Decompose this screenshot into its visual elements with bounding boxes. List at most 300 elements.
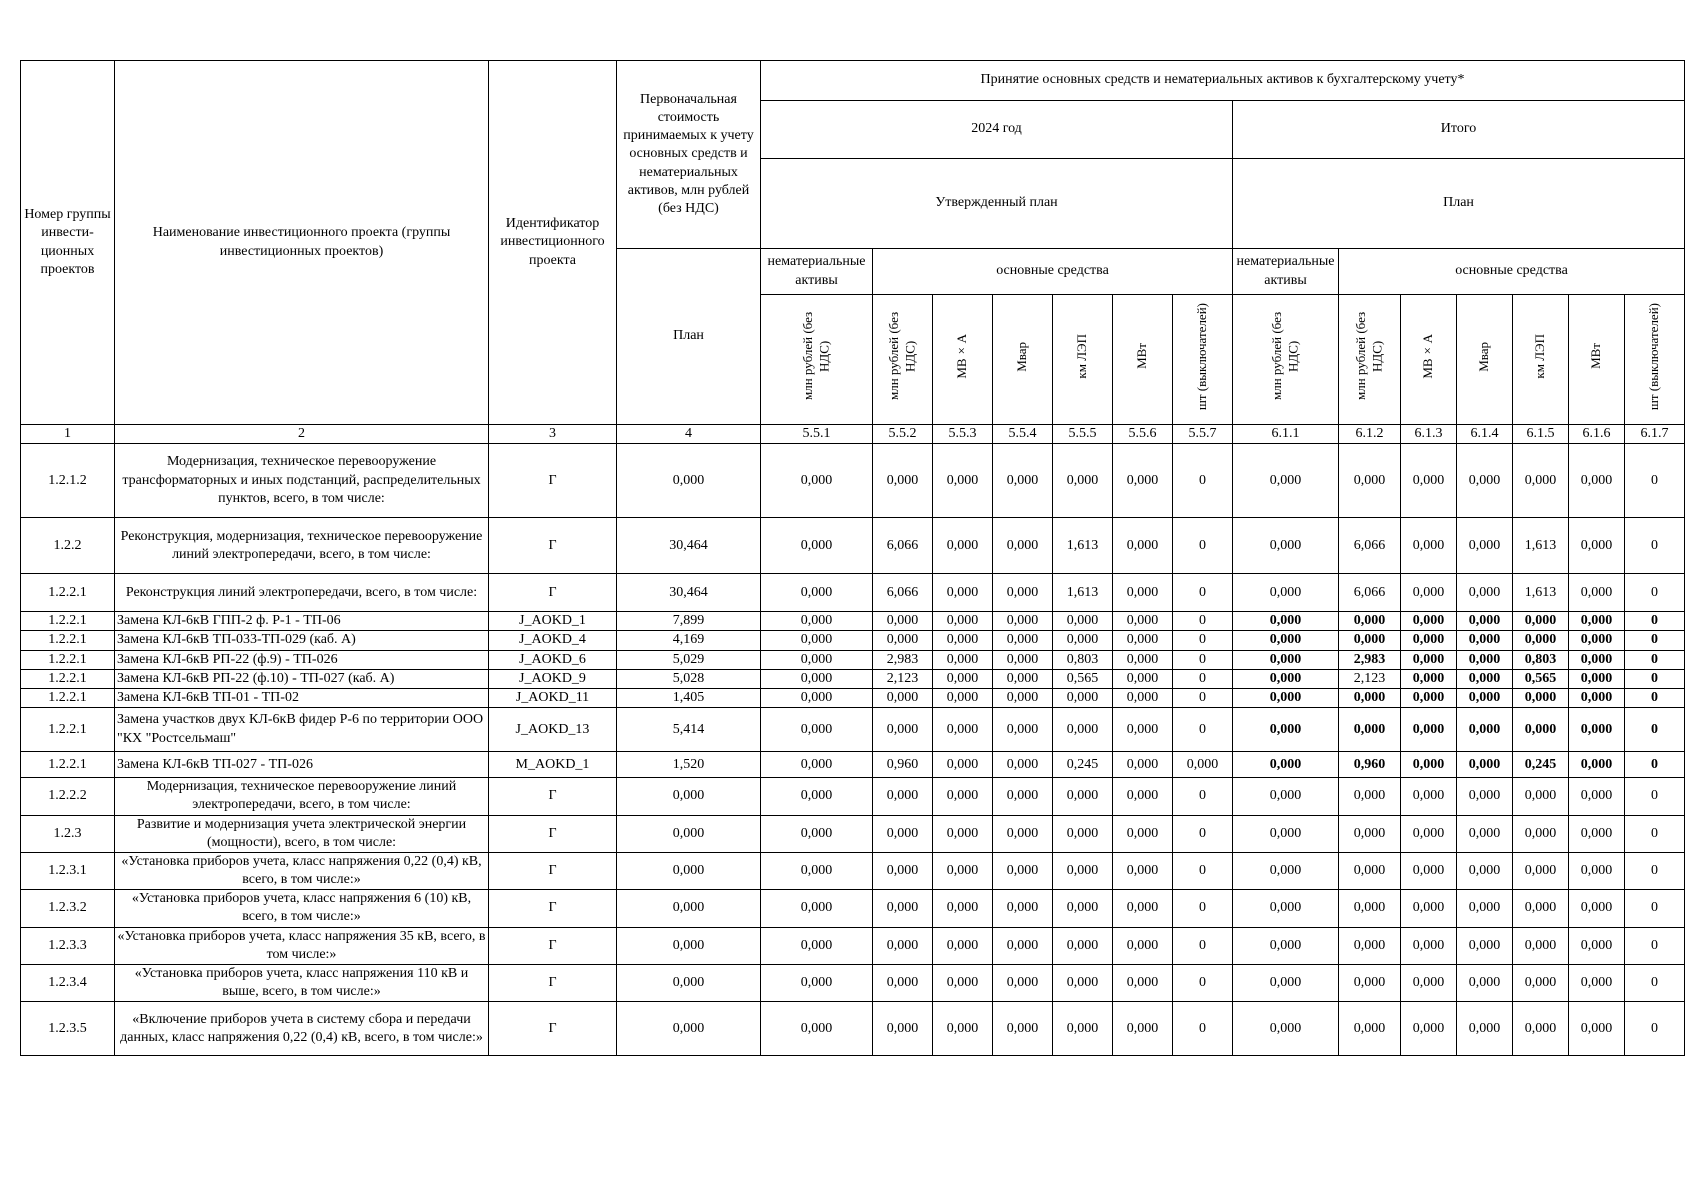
- table-cell: 0,000: [1569, 669, 1625, 688]
- table-cell: 0,000: [993, 650, 1053, 669]
- table-cell: 0,000: [933, 669, 993, 688]
- header-unit: [1053, 295, 1113, 425]
- table-cell: 1.2.3: [21, 815, 115, 852]
- table-cell: 0,000: [617, 444, 761, 518]
- table-cell: 0,000: [933, 518, 993, 574]
- table-cell: 0,000: [1233, 518, 1339, 574]
- header-approved-plan: Утвержденный план: [761, 159, 1233, 249]
- table-cell: 1.2.2.2: [21, 778, 115, 815]
- table-cell: Г: [489, 927, 617, 964]
- table-cell: 0,803: [1513, 650, 1569, 669]
- header-unit-label: МВт: [1134, 343, 1150, 370]
- table-cell: «Включение приборов учета в систему сбора и передачи данных, класс напряжения 0,22 (0,4) кВ, всего, в том числе:»: [115, 1002, 489, 1056]
- table-cell: 0: [1173, 1002, 1233, 1056]
- table-cell: 0,000: [1401, 669, 1457, 688]
- header-unit: [1233, 295, 1339, 425]
- table-cell: 1.2.2.1: [21, 669, 115, 688]
- table-row: [21, 752, 1685, 778]
- table-cell: 0,000: [1233, 650, 1339, 669]
- table-cell: 0,000: [761, 815, 873, 852]
- table-cell: 6,066: [873, 518, 933, 574]
- table-cell: 0,000: [1173, 752, 1233, 778]
- table-cell: 0,000: [1457, 631, 1513, 650]
- table-cell: 0,000: [1401, 708, 1457, 752]
- table-cell: 0: [1625, 650, 1685, 669]
- table-cell: 0: [1173, 669, 1233, 688]
- table-cell: 0,000: [933, 650, 993, 669]
- table-row: [21, 815, 1685, 852]
- table-cell: 0,000: [1401, 612, 1457, 631]
- column-number: 6.1.1: [1233, 425, 1339, 444]
- table-cell: 0,000: [761, 752, 873, 778]
- table-cell: 0,000: [993, 1002, 1053, 1056]
- table-cell: 0,000: [993, 574, 1053, 612]
- header-unit: [1513, 295, 1569, 425]
- table-cell: 0,000: [1569, 890, 1625, 927]
- table-cell: 0,000: [617, 890, 761, 927]
- table-cell: 0,000: [1457, 688, 1513, 707]
- table-cell: Замена участков двух КЛ-6кВ фидер Р-6 по территории ООО "КХ "Ростсельмаш": [115, 708, 489, 752]
- table-cell: 0,000: [873, 965, 933, 1002]
- table-cell: 0,000: [1339, 631, 1401, 650]
- table-cell: 0,000: [617, 927, 761, 964]
- table-cell: J_AOKD_11: [489, 688, 617, 707]
- table-cell: 0,000: [1113, 852, 1173, 889]
- table-cell: 0,000: [1457, 815, 1513, 852]
- table-cell: 0,000: [1457, 778, 1513, 815]
- column-number: 6.1.3: [1401, 425, 1457, 444]
- column-number: 3: [489, 425, 617, 444]
- table-cell: 0,000: [1113, 890, 1173, 927]
- table-cell: 0,000: [993, 444, 1053, 518]
- table-cell: 0: [1173, 518, 1233, 574]
- table-cell: 1.2.2.1: [21, 752, 115, 778]
- table-cell: 0: [1173, 927, 1233, 964]
- table-cell: Г: [489, 815, 617, 852]
- table-cell: 0,000: [993, 965, 1053, 1002]
- table-row: [21, 574, 1685, 612]
- table-cell: 0: [1173, 965, 1233, 1002]
- table-cell: 0,000: [1401, 890, 1457, 927]
- header-plan: План: [617, 249, 761, 425]
- table-cell: 0,000: [1053, 778, 1113, 815]
- table-cell: 0,000: [993, 927, 1053, 964]
- header-unit-label: км ЛЭП: [1532, 334, 1548, 379]
- column-number: 5.5.3: [933, 425, 993, 444]
- table-cell: 0,000: [1233, 1002, 1339, 1056]
- table-cell: «Установка приборов учета, класс напряжения 0,22 (0,4) кВ, всего, в том числе:»: [115, 852, 489, 889]
- table-cell: 0,000: [1457, 890, 1513, 927]
- header-unit: [1569, 295, 1625, 425]
- table-cell: 0,000: [933, 631, 993, 650]
- header-unit: [1457, 295, 1513, 425]
- table-cell: 0,000: [1339, 1002, 1401, 1056]
- header-group-num: Номер группы инвести-ционных проектов: [21, 61, 115, 425]
- table-cell: 0,000: [1569, 708, 1625, 752]
- table-cell: 0,000: [1401, 631, 1457, 650]
- table-cell: 0,000: [1113, 752, 1173, 778]
- table-cell: 0: [1625, 444, 1685, 518]
- table-cell: Г: [489, 778, 617, 815]
- table-cell: 1.2.3.5: [21, 1002, 115, 1056]
- table-cell: 0,000: [933, 778, 993, 815]
- table-cell: 1.2.2: [21, 518, 115, 574]
- header-fixed-assets-2024: основные средства: [873, 249, 1233, 295]
- table-row: [21, 1002, 1685, 1056]
- table-cell: 0,000: [617, 815, 761, 852]
- table-cell: Г: [489, 965, 617, 1002]
- table-cell: 5,028: [617, 669, 761, 688]
- table-cell: Модернизация, техническое перевооружение линий электропередачи, всего, в том числе:: [115, 778, 489, 815]
- table-cell: 0,000: [1113, 927, 1173, 964]
- table-cell: 0,000: [993, 778, 1053, 815]
- column-number: 6.1.2: [1339, 425, 1401, 444]
- table-cell: 0,000: [1401, 444, 1457, 518]
- table-cell: 0: [1173, 631, 1233, 650]
- table-cell: 0,000: [873, 778, 933, 815]
- table-cell: 0,000: [873, 612, 933, 631]
- table-cell: 0,000: [761, 688, 873, 707]
- table-cell: 0,000: [1569, 612, 1625, 631]
- table-cell: 0,000: [761, 852, 873, 889]
- header-identifier: Идентификатор инвестиционного проекта: [489, 61, 617, 425]
- table-cell: 0,000: [1457, 650, 1513, 669]
- table-cell: 0,000: [873, 631, 933, 650]
- table-cell: 2,983: [873, 650, 933, 669]
- table-cell: Г: [489, 518, 617, 574]
- table-cell: 0,000: [1113, 688, 1173, 707]
- table-cell: 0,803: [1053, 650, 1113, 669]
- table-cell: 0,000: [1569, 752, 1625, 778]
- table-cell: 0,000: [617, 1002, 761, 1056]
- header-unit-label: Мвар: [1014, 341, 1030, 372]
- table-cell: 0,000: [873, 815, 933, 852]
- table-cell: 0: [1625, 708, 1685, 752]
- table-cell: 0,000: [1113, 669, 1173, 688]
- table-cell: 2,983: [1339, 650, 1401, 669]
- table-cell: 0,000: [1513, 612, 1569, 631]
- table-cell: 0,000: [1457, 1002, 1513, 1056]
- header-unit-label: МВ×А: [954, 334, 970, 379]
- table-cell: 0,000: [873, 890, 933, 927]
- table-row: [21, 631, 1685, 650]
- table-cell: 0,000: [1457, 752, 1513, 778]
- table-cell: 1,613: [1513, 518, 1569, 574]
- table-cell: 0,000: [1513, 708, 1569, 752]
- header-acceptance: Принятие основных средств и нематериальных активов к бухгалтерскому учету*: [761, 61, 1685, 101]
- table-cell: 0: [1173, 852, 1233, 889]
- table-cell: 1.2.2.1: [21, 650, 115, 669]
- table-cell: 0,000: [1569, 1002, 1625, 1056]
- table-cell: Замена КЛ-6кВ РП-22 (ф.9) - ТП-026: [115, 650, 489, 669]
- table-cell: 0,000: [761, 669, 873, 688]
- column-number: 1: [21, 425, 115, 444]
- table-cell: 0,000: [873, 708, 933, 752]
- table-row: [21, 444, 1685, 518]
- table-cell: 0,000: [1457, 444, 1513, 518]
- table-cell: 0,000: [1053, 708, 1113, 752]
- table-cell: 0: [1173, 650, 1233, 669]
- table-cell: 1,613: [1053, 574, 1113, 612]
- table-cell: 0,565: [1513, 669, 1569, 688]
- table-cell: 0: [1625, 518, 1685, 574]
- table-cell: 0,000: [1513, 815, 1569, 852]
- table-cell: Реконструкция линий электропередачи, всего, в том числе:: [115, 574, 489, 612]
- table-cell: 0,000: [1233, 752, 1339, 778]
- table-cell: 0,000: [993, 708, 1053, 752]
- header-unit-label: млн рублей (без НДС): [1269, 312, 1301, 401]
- table-cell: 0,000: [1233, 669, 1339, 688]
- table-cell: 1.2.2.1: [21, 631, 115, 650]
- table-cell: 0,000: [993, 688, 1053, 707]
- table-cell: 1.2.2.1: [21, 612, 115, 631]
- table-cell: 0,000: [1113, 778, 1173, 815]
- table-cell: 0,000: [1513, 852, 1569, 889]
- table-cell: 0,000: [1339, 688, 1401, 707]
- table-cell: 0,000: [617, 778, 761, 815]
- table-cell: 0,000: [1339, 965, 1401, 1002]
- table-cell: 0: [1625, 927, 1685, 964]
- table-cell: 0,000: [1233, 778, 1339, 815]
- table-cell: 0,000: [1053, 815, 1113, 852]
- table-cell: 1.2.2.1: [21, 688, 115, 707]
- column-number: 6.1.7: [1625, 425, 1685, 444]
- table-cell: 0,000: [993, 852, 1053, 889]
- table-row: [21, 890, 1685, 927]
- table-cell: Замена КЛ-6кВ ГПП-2 ф. Р-1 - ТП-06: [115, 612, 489, 631]
- header-unit-label: км ЛЭП: [1074, 334, 1090, 379]
- table-cell: 0,000: [933, 444, 993, 518]
- table-cell: 0: [1173, 574, 1233, 612]
- table-cell: 0,000: [1113, 612, 1173, 631]
- table-cell: Модернизация, техническое перевооружение трансформаторных и иных подстанций, распределительных пунктов, всего, в том числе:: [115, 444, 489, 518]
- table-cell: «Установка приборов учета, класс напряжения 110 кВ и выше, всего, в том числе:»: [115, 965, 489, 1002]
- table-cell: 0,000: [1569, 778, 1625, 815]
- table-cell: 0,000: [1569, 631, 1625, 650]
- table-cell: 0,000: [1569, 688, 1625, 707]
- column-number: 5.5.7: [1173, 425, 1233, 444]
- table-cell: 0,000: [1457, 518, 1513, 574]
- table-row: [21, 965, 1685, 1002]
- table-cell: 0: [1173, 778, 1233, 815]
- table-row: [21, 688, 1685, 707]
- table-cell: 0,000: [761, 574, 873, 612]
- table-cell: 0: [1173, 688, 1233, 707]
- header-initial-cost: Первоначальная стоимость принимаемых к учету основных средств и нематериальных активов, млн рублей (без НДС): [617, 61, 761, 249]
- table-cell: 0,000: [933, 852, 993, 889]
- table-cell: 0,000: [873, 927, 933, 964]
- table-cell: 0,000: [1401, 927, 1457, 964]
- table-cell: 0,000: [1401, 852, 1457, 889]
- table-cell: 0,000: [1113, 815, 1173, 852]
- table-cell: 0: [1625, 631, 1685, 650]
- table-row: [21, 852, 1685, 889]
- table-cell: 0: [1625, 852, 1685, 889]
- table-cell: 0,000: [1401, 1002, 1457, 1056]
- table-row: [21, 518, 1685, 574]
- table-cell: 0,000: [1233, 612, 1339, 631]
- table-cell: 0,000: [1113, 444, 1173, 518]
- table-cell: 0: [1625, 815, 1685, 852]
- header-project-name: Наименование инвестиционного проекта (группы инвестиционных проектов): [115, 61, 489, 425]
- table-cell: 1,613: [1513, 574, 1569, 612]
- table-cell: 1.2.1.2: [21, 444, 115, 518]
- table-cell: 0: [1625, 1002, 1685, 1056]
- table-cell: 0,000: [761, 965, 873, 1002]
- header-unit: [873, 295, 933, 425]
- table-cell: 1,613: [1053, 518, 1113, 574]
- table-cell: 0,000: [1513, 927, 1569, 964]
- table-cell: 0,000: [1401, 778, 1457, 815]
- header-unit: [1113, 295, 1173, 425]
- table-cell: 2,123: [873, 669, 933, 688]
- table-cell: 0: [1625, 688, 1685, 707]
- table-cell: 30,464: [617, 574, 761, 612]
- table-cell: 0,000: [1053, 890, 1113, 927]
- table-cell: 0,960: [873, 752, 933, 778]
- table-cell: 0: [1625, 778, 1685, 815]
- table-cell: 0,000: [1053, 852, 1113, 889]
- table-cell: 0,000: [933, 815, 993, 852]
- table-cell: 0,000: [1053, 1002, 1113, 1056]
- table-cell: 0,000: [1053, 444, 1113, 518]
- table-cell: «Установка приборов учета, класс напряжения 35 кВ, всего, в том числе:»: [115, 927, 489, 964]
- table-cell: Г: [489, 444, 617, 518]
- table-cell: Замена КЛ-6кВ ТП-033-ТП-029 (каб. А): [115, 631, 489, 650]
- table-cell: 0,000: [1233, 708, 1339, 752]
- table-cell: 0,000: [1401, 650, 1457, 669]
- header-unit: [1339, 295, 1401, 425]
- table-cell: J_AOKD_9: [489, 669, 617, 688]
- table-cell: J_AOKD_6: [489, 650, 617, 669]
- table-cell: Замена КЛ-6кВ РП-22 (ф.10) - ТП-027 (каб. А): [115, 669, 489, 688]
- table-cell: 0: [1625, 574, 1685, 612]
- table-cell: 2,123: [1339, 669, 1401, 688]
- table-cell: 0,000: [1113, 650, 1173, 669]
- table-cell: 1.2.3.1: [21, 852, 115, 889]
- table-cell: 0,000: [761, 1002, 873, 1056]
- table-cell: «Установка приборов учета, класс напряжения 6 (10) кВ, всего, в том числе:»: [115, 890, 489, 927]
- table-cell: 0,000: [761, 518, 873, 574]
- table-cell: 0,000: [993, 518, 1053, 574]
- table-cell: 6,066: [1339, 518, 1401, 574]
- table-cell: Г: [489, 890, 617, 927]
- table-cell: 0,000: [1339, 612, 1401, 631]
- table-cell: 0,000: [1569, 965, 1625, 1002]
- header-unit: [1173, 295, 1233, 425]
- table-cell: 0,000: [1053, 612, 1113, 631]
- table-cell: 0,000: [1401, 965, 1457, 1002]
- table-cell: 0,000: [1569, 650, 1625, 669]
- table-row: [21, 708, 1685, 752]
- table-cell: 0: [1173, 612, 1233, 631]
- table-cell: 0,000: [761, 650, 873, 669]
- header-unit-label: шт (выключателей): [1194, 302, 1210, 410]
- table-cell: 0,000: [873, 852, 933, 889]
- header-unit-label: млн рублей (без НДС): [800, 312, 832, 401]
- table-cell: 0,000: [761, 444, 873, 518]
- table-cell: 0,245: [1513, 752, 1569, 778]
- table-cell: 0,000: [1457, 852, 1513, 889]
- table-cell: 0: [1625, 669, 1685, 688]
- table-cell: 0,000: [1513, 631, 1569, 650]
- table-cell: 0,000: [1113, 1002, 1173, 1056]
- header-unit-label: млн рублей (без НДС): [886, 312, 918, 401]
- table-cell: 0,565: [1053, 669, 1113, 688]
- header-unit: [1401, 295, 1457, 425]
- table-cell: 0,000: [933, 612, 993, 631]
- table-row: [21, 927, 1685, 964]
- table-cell: J_AOKD_13: [489, 708, 617, 752]
- table-cell: 4,169: [617, 631, 761, 650]
- header-unit: [933, 295, 993, 425]
- column-number: 5.5.1: [761, 425, 873, 444]
- table-cell: 0,000: [933, 890, 993, 927]
- table-cell: 0,000: [1053, 927, 1113, 964]
- table-cell: 0,000: [761, 708, 873, 752]
- table-cell: J_AOKD_1: [489, 612, 617, 631]
- table-cell: 0: [1173, 708, 1233, 752]
- table-cell: 0,000: [933, 574, 993, 612]
- table-cell: 0,000: [1113, 708, 1173, 752]
- table-cell: 0,000: [1513, 1002, 1569, 1056]
- table-cell: 0,000: [1233, 852, 1339, 889]
- table-cell: 0,245: [1053, 752, 1113, 778]
- table-cell: 0,000: [993, 815, 1053, 852]
- table-cell: 0,000: [1339, 852, 1401, 889]
- table-cell: 1,520: [617, 752, 761, 778]
- table-cell: 0,000: [1457, 965, 1513, 1002]
- column-number: 4: [617, 425, 761, 444]
- table-cell: 0,000: [993, 612, 1053, 631]
- table-cell: 0,000: [1053, 965, 1113, 1002]
- table-cell: 0,000: [1113, 631, 1173, 650]
- table-cell: 0,000: [1457, 612, 1513, 631]
- column-number: 5.5.6: [1113, 425, 1173, 444]
- table-cell: 6,066: [1339, 574, 1401, 612]
- header-unit-label: шт (выключателей): [1646, 302, 1662, 410]
- table-cell: 1.2.3.3: [21, 927, 115, 964]
- table-cell: 0,000: [933, 688, 993, 707]
- table-cell: 0,000: [1233, 890, 1339, 927]
- table-cell: Г: [489, 574, 617, 612]
- header-unit-label: МВ×А: [1420, 334, 1436, 379]
- table-cell: 0: [1625, 752, 1685, 778]
- table-cell: 0,000: [1569, 574, 1625, 612]
- column-number: 6.1.5: [1513, 425, 1569, 444]
- table-row: [21, 650, 1685, 669]
- table-cell: 0,000: [1457, 669, 1513, 688]
- table-cell: 0,000: [1339, 815, 1401, 852]
- table-cell: J_AOKD_4: [489, 631, 617, 650]
- table-cell: 0,000: [1569, 927, 1625, 964]
- table-cell: 0,000: [1401, 574, 1457, 612]
- table-cell: 0,000: [1569, 444, 1625, 518]
- table-cell: 0,000: [617, 965, 761, 1002]
- table-cell: Замена КЛ-6кВ ТП-027 - ТП-026: [115, 752, 489, 778]
- table-cell: 0,000: [1339, 890, 1401, 927]
- table-cell: 0,000: [1401, 518, 1457, 574]
- header-unit: [1625, 295, 1685, 425]
- header-year: 2024 год: [761, 101, 1233, 159]
- table-cell: 0: [1625, 890, 1685, 927]
- table-cell: 0: [1173, 444, 1233, 518]
- header-intangible-total: нематериальные активы: [1233, 249, 1339, 295]
- table-cell: 0,000: [761, 927, 873, 964]
- table-cell: M_AOKD_1: [489, 752, 617, 778]
- table-cell: 0,000: [1513, 890, 1569, 927]
- table-cell: 0,000: [1457, 574, 1513, 612]
